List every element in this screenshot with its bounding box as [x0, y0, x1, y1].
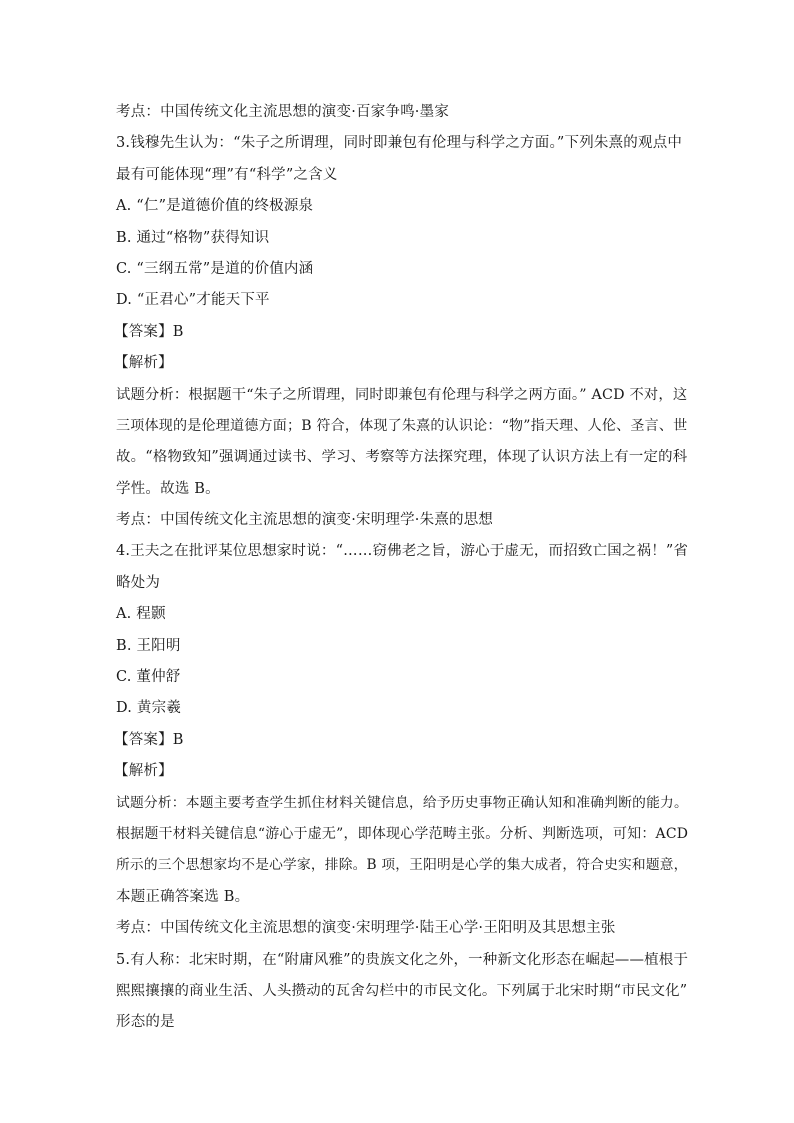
question-3-option-a: A. “仁”是道德价值的终极源泉 [116, 198, 314, 215]
question-3-answer: 【答案】B [114, 323, 184, 340]
question-3-analysis-heading: 【解析】 [114, 355, 173, 372]
question-3-stem: 3.钱穆先生认为：“朱子之所谓理，同时即兼包有伦理与科学之方面。”下列朱熹的观点中 [116, 135, 683, 152]
exam-point-mohist: 考点：中国传统文化主流思想的演变·百家争鸣·墨家 [116, 104, 450, 120]
question-4-stem: 4.王夫之在批评某位思想家时说：“……窃佛老之旨，游心于虚无，而招致亡国之祸！”省 [116, 543, 689, 560]
question-4-option-d: D. 黄宗羲 [116, 700, 182, 717]
question-4-analysis-line-1: 试题分析：本题主要考查学生抓住材料关键信息，给予历史事物正确认知和准确判断的能力。 [116, 794, 688, 811]
question-3-stem-cont: 最有可能体现“理”有“科学”之含义 [116, 166, 338, 183]
question-5-stem: 5.有人称：北宋时期，在“附庸风雅”的贵族文化之外，一种新文化形态在崛起——植根于 [116, 951, 689, 968]
question-3-analysis-line-4: 学性。故选 B。 [116, 480, 220, 497]
document-page [114, 97, 689, 1039]
question-4-option-c: C. 董仲舒 [116, 669, 181, 686]
question-4-analysis-line-2: 根据题干材料关键信息“游心于虚无”，即体现心学范畴主张。分析、判断选项，可知：ACD [116, 825, 689, 842]
question-3-option-b: B. 通过“格物”获得知识 [116, 229, 270, 246]
question-4-analysis-heading: 【解析】 [114, 763, 173, 780]
question-4-option-a: A. 程颢 [116, 606, 166, 623]
exam-point-zhuxi: 考点：中国传统文化主流思想的演变·宋明理学·朱熹的思想 [116, 512, 494, 529]
question-4-analysis-line-3: 所示的三个思想家均不是心学家，排除。B 项，王阳明是心学的集大成者，符合史实和题意， [116, 857, 688, 874]
question-4-analysis-line-4: 本题正确答案选 B。 [116, 888, 250, 905]
question-4-option-b: B. 王阳明 [116, 637, 181, 654]
question-4-stem-cont: 略处为 [116, 574, 161, 591]
question-3-option-c: C. “三纲五常”是道的价值内涵 [116, 260, 314, 277]
exam-point-wangyangming: 考点：中国传统文化主流思想的演变·宋明理学·陆王心学·王阳明及其思想主张 [116, 920, 616, 937]
question-4-answer: 【答案】B [114, 731, 184, 748]
question-3-option-d: D. “正君心”才能天下平 [116, 292, 270, 309]
question-3-analysis-line-3: 故。“格物致知”强调通过读书、学习、考察等方法探究理，体现了认识方法上有一定的科 [116, 449, 688, 466]
question-5-stem-cont: 熙熙攘攘的商业生活、人头攒动的瓦舍勾栏中的市民文化。下列属于北宋时期“市民文化” [116, 982, 688, 999]
question-5-stem-end: 形态的是 [116, 1014, 175, 1031]
question-3-analysis-line-1: 试题分析：根据题干“朱子之所谓理，同时即兼包有伦理与科学之两方面。” ACD 不对，这 [116, 386, 688, 403]
question-3-analysis-line-2: 三项体现的是伦理道德方面；B 符合，体现了朱熹的认识论：“物”指天理、人伦、圣言、世 [116, 417, 688, 434]
